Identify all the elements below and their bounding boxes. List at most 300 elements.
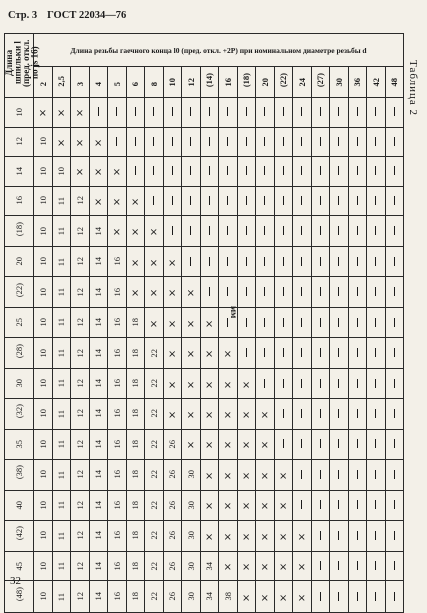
dash-mark [320, 531, 321, 540]
cross-mark: × [279, 501, 288, 513]
table-cell [348, 337, 367, 368]
table-cell [256, 491, 275, 521]
dash-mark [394, 107, 395, 116]
table-cell [200, 247, 219, 277]
cross-mark: × [223, 470, 232, 482]
table-cell: 18 [126, 369, 145, 399]
table-cell: 12 [71, 459, 90, 490]
dash-mark [320, 379, 321, 388]
dash-mark [338, 318, 339, 327]
table-cell [330, 308, 349, 338]
table-cell [200, 459, 219, 490]
table-cell [367, 216, 386, 247]
table-cell [108, 98, 127, 128]
dash-mark [116, 107, 117, 116]
table-cell [219, 127, 238, 157]
table-cell [219, 216, 238, 247]
dash-mark [375, 137, 376, 146]
table-cell: 12 [71, 186, 90, 216]
dash-mark [264, 137, 265, 146]
table-cell [311, 308, 330, 338]
cross-mark: × [205, 318, 214, 330]
table-cell [200, 430, 219, 460]
dash-mark [264, 196, 265, 205]
cross-mark: × [168, 288, 177, 300]
table-cell: 11 [52, 337, 71, 368]
dash-mark [209, 226, 210, 235]
cross-mark: × [297, 592, 306, 604]
table-cell [348, 308, 367, 338]
table-cell [163, 186, 182, 216]
table-cell [182, 247, 201, 277]
table-cell: 22 [145, 398, 164, 429]
table-cell: 11 [52, 491, 71, 521]
dash-mark [375, 196, 376, 205]
table-cell: 16 [108, 581, 127, 613]
dash-mark [338, 196, 339, 205]
table-cell: 11 [52, 369, 71, 399]
table-cell [348, 491, 367, 521]
cross-mark: × [279, 470, 288, 482]
dash-mark [394, 196, 395, 205]
table-cell: 16 [108, 369, 127, 399]
cross-mark: × [205, 349, 214, 361]
dash-mark [283, 348, 284, 357]
diameter-header-3: 4 [89, 67, 108, 98]
table-cell [293, 98, 312, 128]
table-cell: 10 [34, 520, 53, 551]
row-length-cell: 45 [5, 551, 34, 581]
dash-mark [338, 379, 339, 388]
table-cell [274, 98, 293, 128]
table-cell [126, 186, 145, 216]
table-cell [237, 581, 256, 613]
table-cell [71, 98, 90, 128]
table-cell: 22 [145, 369, 164, 399]
table-cell [311, 369, 330, 399]
dash-mark [209, 196, 210, 205]
table-cell [348, 551, 367, 581]
table-cell [256, 369, 275, 399]
table-cell [219, 430, 238, 460]
cross-mark: × [242, 409, 251, 421]
cross-mark: × [186, 440, 195, 452]
table-cell: 10 [34, 127, 53, 157]
table-cell [237, 127, 256, 157]
table-cell [311, 127, 330, 157]
dash-mark [301, 318, 302, 327]
cross-mark: × [260, 409, 269, 421]
table-cell [182, 369, 201, 399]
table-cell [145, 157, 164, 187]
table-cell: 26 [163, 491, 182, 521]
dash-mark [283, 226, 284, 235]
dash-mark [153, 166, 154, 175]
dash-mark [283, 379, 284, 388]
table-cell: 16 [108, 520, 127, 551]
table-cell [145, 247, 164, 277]
table-cell: 10 [34, 216, 53, 247]
table-cell [330, 581, 349, 613]
table-cell [311, 186, 330, 216]
table-cell: 18 [126, 308, 145, 338]
table-cell [293, 337, 312, 368]
table-cell [89, 157, 108, 187]
cross-mark: × [223, 562, 232, 574]
cross-mark: × [260, 470, 269, 482]
table-cell: 12 [71, 520, 90, 551]
cross-mark: × [260, 440, 269, 452]
dash-mark [338, 500, 339, 509]
dash-mark [135, 107, 136, 116]
table-cell: 34 [200, 551, 219, 581]
cross-mark: × [94, 167, 103, 179]
dash-mark [338, 561, 339, 570]
table-cell: 12 [71, 277, 90, 308]
cross-mark: × [297, 531, 306, 543]
dash-mark [338, 137, 339, 146]
table-cell [293, 430, 312, 460]
table-cell [274, 247, 293, 277]
table-cell [237, 459, 256, 490]
dash-mark [264, 379, 265, 388]
table-cell [330, 157, 349, 187]
dash-mark [190, 107, 191, 116]
table-cell [274, 430, 293, 460]
table-cell: 10 [34, 430, 53, 460]
table-cell [385, 277, 404, 308]
cross-mark: × [186, 288, 195, 300]
table-cell: 22 [145, 520, 164, 551]
table-cell [367, 398, 386, 429]
table-cell: 11 [52, 398, 71, 429]
table-cell [182, 398, 201, 429]
table-cell [293, 459, 312, 490]
table-cell [311, 157, 330, 187]
table-cell [274, 369, 293, 399]
table-cell [34, 98, 53, 128]
data-table-wrapper [4, 33, 404, 604]
dash-mark [246, 226, 247, 235]
table-cell [293, 308, 312, 338]
table-cell [348, 430, 367, 460]
table-cell [145, 216, 164, 247]
table-row [5, 491, 404, 521]
table-cell [163, 369, 182, 399]
dash-mark [357, 226, 358, 235]
dash-mark [394, 348, 395, 357]
table-row [5, 157, 404, 187]
table-cell [256, 127, 275, 157]
table-cell [293, 398, 312, 429]
cross-mark: × [112, 196, 121, 208]
dash-mark [301, 137, 302, 146]
table-cell [274, 491, 293, 521]
units-label: мм [229, 305, 239, 319]
table-cell: 18 [126, 551, 145, 581]
dash-mark [227, 226, 228, 235]
dash-mark [357, 470, 358, 479]
table-cell: 14 [89, 520, 108, 551]
dash-mark [227, 196, 228, 205]
table-row [5, 520, 404, 551]
table-cell: 10 [34, 157, 53, 187]
page-header [8, 10, 418, 26]
dash-mark [394, 137, 395, 146]
diameter-header-12: 20 [256, 67, 275, 98]
table-row [5, 369, 404, 399]
cross-mark: × [75, 108, 84, 120]
table-cell [311, 581, 330, 613]
table-cell [385, 430, 404, 460]
table-cell [293, 520, 312, 551]
cross-mark: × [223, 440, 232, 452]
dash-mark [375, 107, 376, 116]
table-cell: 18 [126, 398, 145, 429]
table-cell [219, 369, 238, 399]
table-cell [385, 127, 404, 157]
dash-mark [227, 287, 228, 296]
table-cell [237, 186, 256, 216]
table-cell [293, 247, 312, 277]
table-cell [126, 98, 145, 128]
cross-mark: × [112, 227, 121, 239]
table-cell [163, 247, 182, 277]
diameter-header-16: 30 [330, 67, 349, 98]
dash-mark [116, 137, 117, 146]
diameter-header-15: (27) [311, 67, 330, 98]
cross-mark: × [131, 288, 140, 300]
table-cell: 12 [71, 491, 90, 521]
table-cell: 16 [108, 459, 127, 490]
row-length-cell: (32) [5, 398, 34, 429]
diameter-header-4: 5 [108, 67, 127, 98]
diameter-header-14: 24 [293, 67, 312, 98]
table-cell: 14 [89, 398, 108, 429]
table-row [5, 581, 404, 613]
table-cell [348, 369, 367, 399]
table-cell [182, 127, 201, 157]
table-cell [367, 308, 386, 338]
cross-mark: × [149, 318, 158, 330]
cross-mark: × [57, 108, 66, 120]
table-cell: 30 [182, 581, 201, 613]
diameter-header-9: (14) [200, 67, 219, 98]
table-row [5, 551, 404, 581]
table-cell [163, 127, 182, 157]
table-cell [385, 98, 404, 128]
table-cell [237, 430, 256, 460]
table-cell [200, 98, 219, 128]
dash-mark [227, 257, 228, 266]
table-row [5, 247, 404, 277]
table-cell: 10 [34, 277, 53, 308]
cross-mark: × [168, 349, 177, 361]
table-cell [256, 157, 275, 187]
table-cell [256, 551, 275, 581]
table-cell: 11 [52, 308, 71, 338]
table-cell [348, 459, 367, 490]
cross-mark: × [94, 137, 103, 149]
table-cell [256, 459, 275, 490]
table-cell [256, 247, 275, 277]
dash-mark [394, 561, 395, 570]
table-cell: 11 [52, 186, 71, 216]
table-cell [237, 337, 256, 368]
table-cell [367, 277, 386, 308]
cross-mark: × [223, 501, 232, 513]
table-cell [182, 98, 201, 128]
dash-mark [394, 439, 395, 448]
dash-mark [320, 500, 321, 509]
dash-mark [320, 592, 321, 601]
table-cell: 14 [89, 369, 108, 399]
cross-mark: × [168, 379, 177, 391]
table-cell [182, 216, 201, 247]
dash-mark [301, 348, 302, 357]
table-cell [293, 277, 312, 308]
table-cell [145, 277, 164, 308]
table-cell [367, 186, 386, 216]
cross-mark: × [242, 379, 251, 391]
dash-mark [264, 166, 265, 175]
diameter-header-18: 42 [367, 67, 386, 98]
dash-mark [338, 531, 339, 540]
dash-mark [357, 348, 358, 357]
table-cell: 22 [145, 337, 164, 368]
table-cell: 11 [52, 247, 71, 277]
table-row [5, 398, 404, 429]
table-cell [367, 127, 386, 157]
table-row [5, 308, 404, 338]
table-cell [200, 369, 219, 399]
row-length-cell: 25 [5, 308, 34, 338]
table-cell [182, 337, 201, 368]
table-cell: 26 [163, 459, 182, 490]
cross-mark: × [168, 409, 177, 421]
diameter-header-5: 6 [126, 67, 145, 98]
table-cell [348, 247, 367, 277]
dash-mark [357, 531, 358, 540]
page-number: 32 [10, 575, 21, 587]
table-cell: 22 [145, 491, 164, 521]
dash-mark [301, 287, 302, 296]
dash-mark [283, 107, 284, 116]
dash-mark [320, 107, 321, 116]
table-cell [330, 369, 349, 399]
table-cell [311, 216, 330, 247]
table-cell [293, 127, 312, 157]
dash-mark [338, 348, 339, 357]
table-cell: 12 [71, 551, 90, 581]
cross-mark: × [186, 409, 195, 421]
dash-mark [153, 107, 154, 116]
diameter-header-2: 3 [71, 67, 90, 98]
table-cell [367, 459, 386, 490]
dash-mark [375, 531, 376, 540]
table-cell: 38 [219, 581, 238, 613]
dash-mark [320, 166, 321, 175]
row-length-cell: 20 [5, 247, 34, 277]
dash-mark [394, 257, 395, 266]
table-cell: 22 [145, 551, 164, 581]
table-cell: 14 [89, 337, 108, 368]
dash-mark [357, 500, 358, 509]
table-cell [256, 186, 275, 216]
table-row [5, 337, 404, 368]
row-length-cell: (48) [5, 581, 34, 613]
table-cell: 10 [34, 247, 53, 277]
cross-mark: × [242, 531, 251, 543]
cross-mark: × [149, 288, 158, 300]
cross-mark: × [131, 196, 140, 208]
row-length-cell: 10 [5, 98, 34, 128]
table-cell [237, 520, 256, 551]
dash-mark [375, 409, 376, 418]
table-cell: 16 [108, 337, 127, 368]
table-cell [200, 186, 219, 216]
table-cell [126, 127, 145, 157]
table-cell [237, 247, 256, 277]
dash-mark [190, 196, 191, 205]
dash-mark [283, 137, 284, 146]
cross-mark: × [94, 196, 103, 208]
dash-mark [301, 196, 302, 205]
table-cell: 11 [52, 459, 71, 490]
dash-mark [320, 196, 321, 205]
cross-mark: × [242, 501, 251, 513]
dash-mark [264, 257, 265, 266]
row-length-cell: (22) [5, 277, 34, 308]
table-cell: 11 [52, 216, 71, 247]
cross-mark: × [242, 562, 251, 574]
table-cell [237, 551, 256, 581]
table-cell [367, 369, 386, 399]
table-row [5, 430, 404, 460]
table-cell [256, 308, 275, 338]
cross-mark: × [297, 562, 306, 574]
diameter-header-7: 10 [163, 67, 182, 98]
dash-mark [283, 318, 284, 327]
cross-mark: × [260, 592, 269, 604]
table-cell: 11 [52, 581, 71, 613]
table-row [5, 98, 404, 128]
table-cell: 14 [89, 308, 108, 338]
table-cell: 14 [89, 459, 108, 490]
table-cell [200, 308, 219, 338]
table-cell: 11 [52, 520, 71, 551]
dash-mark [338, 257, 339, 266]
thread-length-header: Длина резьбы гаечного конца l0 (пред. откл. +2P) при номинальном диаметре резьбы d [34, 34, 404, 67]
dash-mark [394, 531, 395, 540]
table-cell: 14 [89, 430, 108, 460]
dash-mark [172, 166, 173, 175]
dash-mark [246, 166, 247, 175]
dash-mark [135, 137, 136, 146]
table-cell [256, 216, 275, 247]
table-cell [200, 127, 219, 157]
table-cell: 30 [182, 551, 201, 581]
table-cell: 26 [163, 551, 182, 581]
row-length-cell: 35 [5, 430, 34, 460]
table-cell [126, 216, 145, 247]
dash-mark [375, 318, 376, 327]
diameter-header-0: 2 [34, 67, 53, 98]
table-cell: 22 [145, 459, 164, 490]
table-cell: 12 [71, 581, 90, 613]
dash-mark [264, 287, 265, 296]
table-cell [256, 520, 275, 551]
